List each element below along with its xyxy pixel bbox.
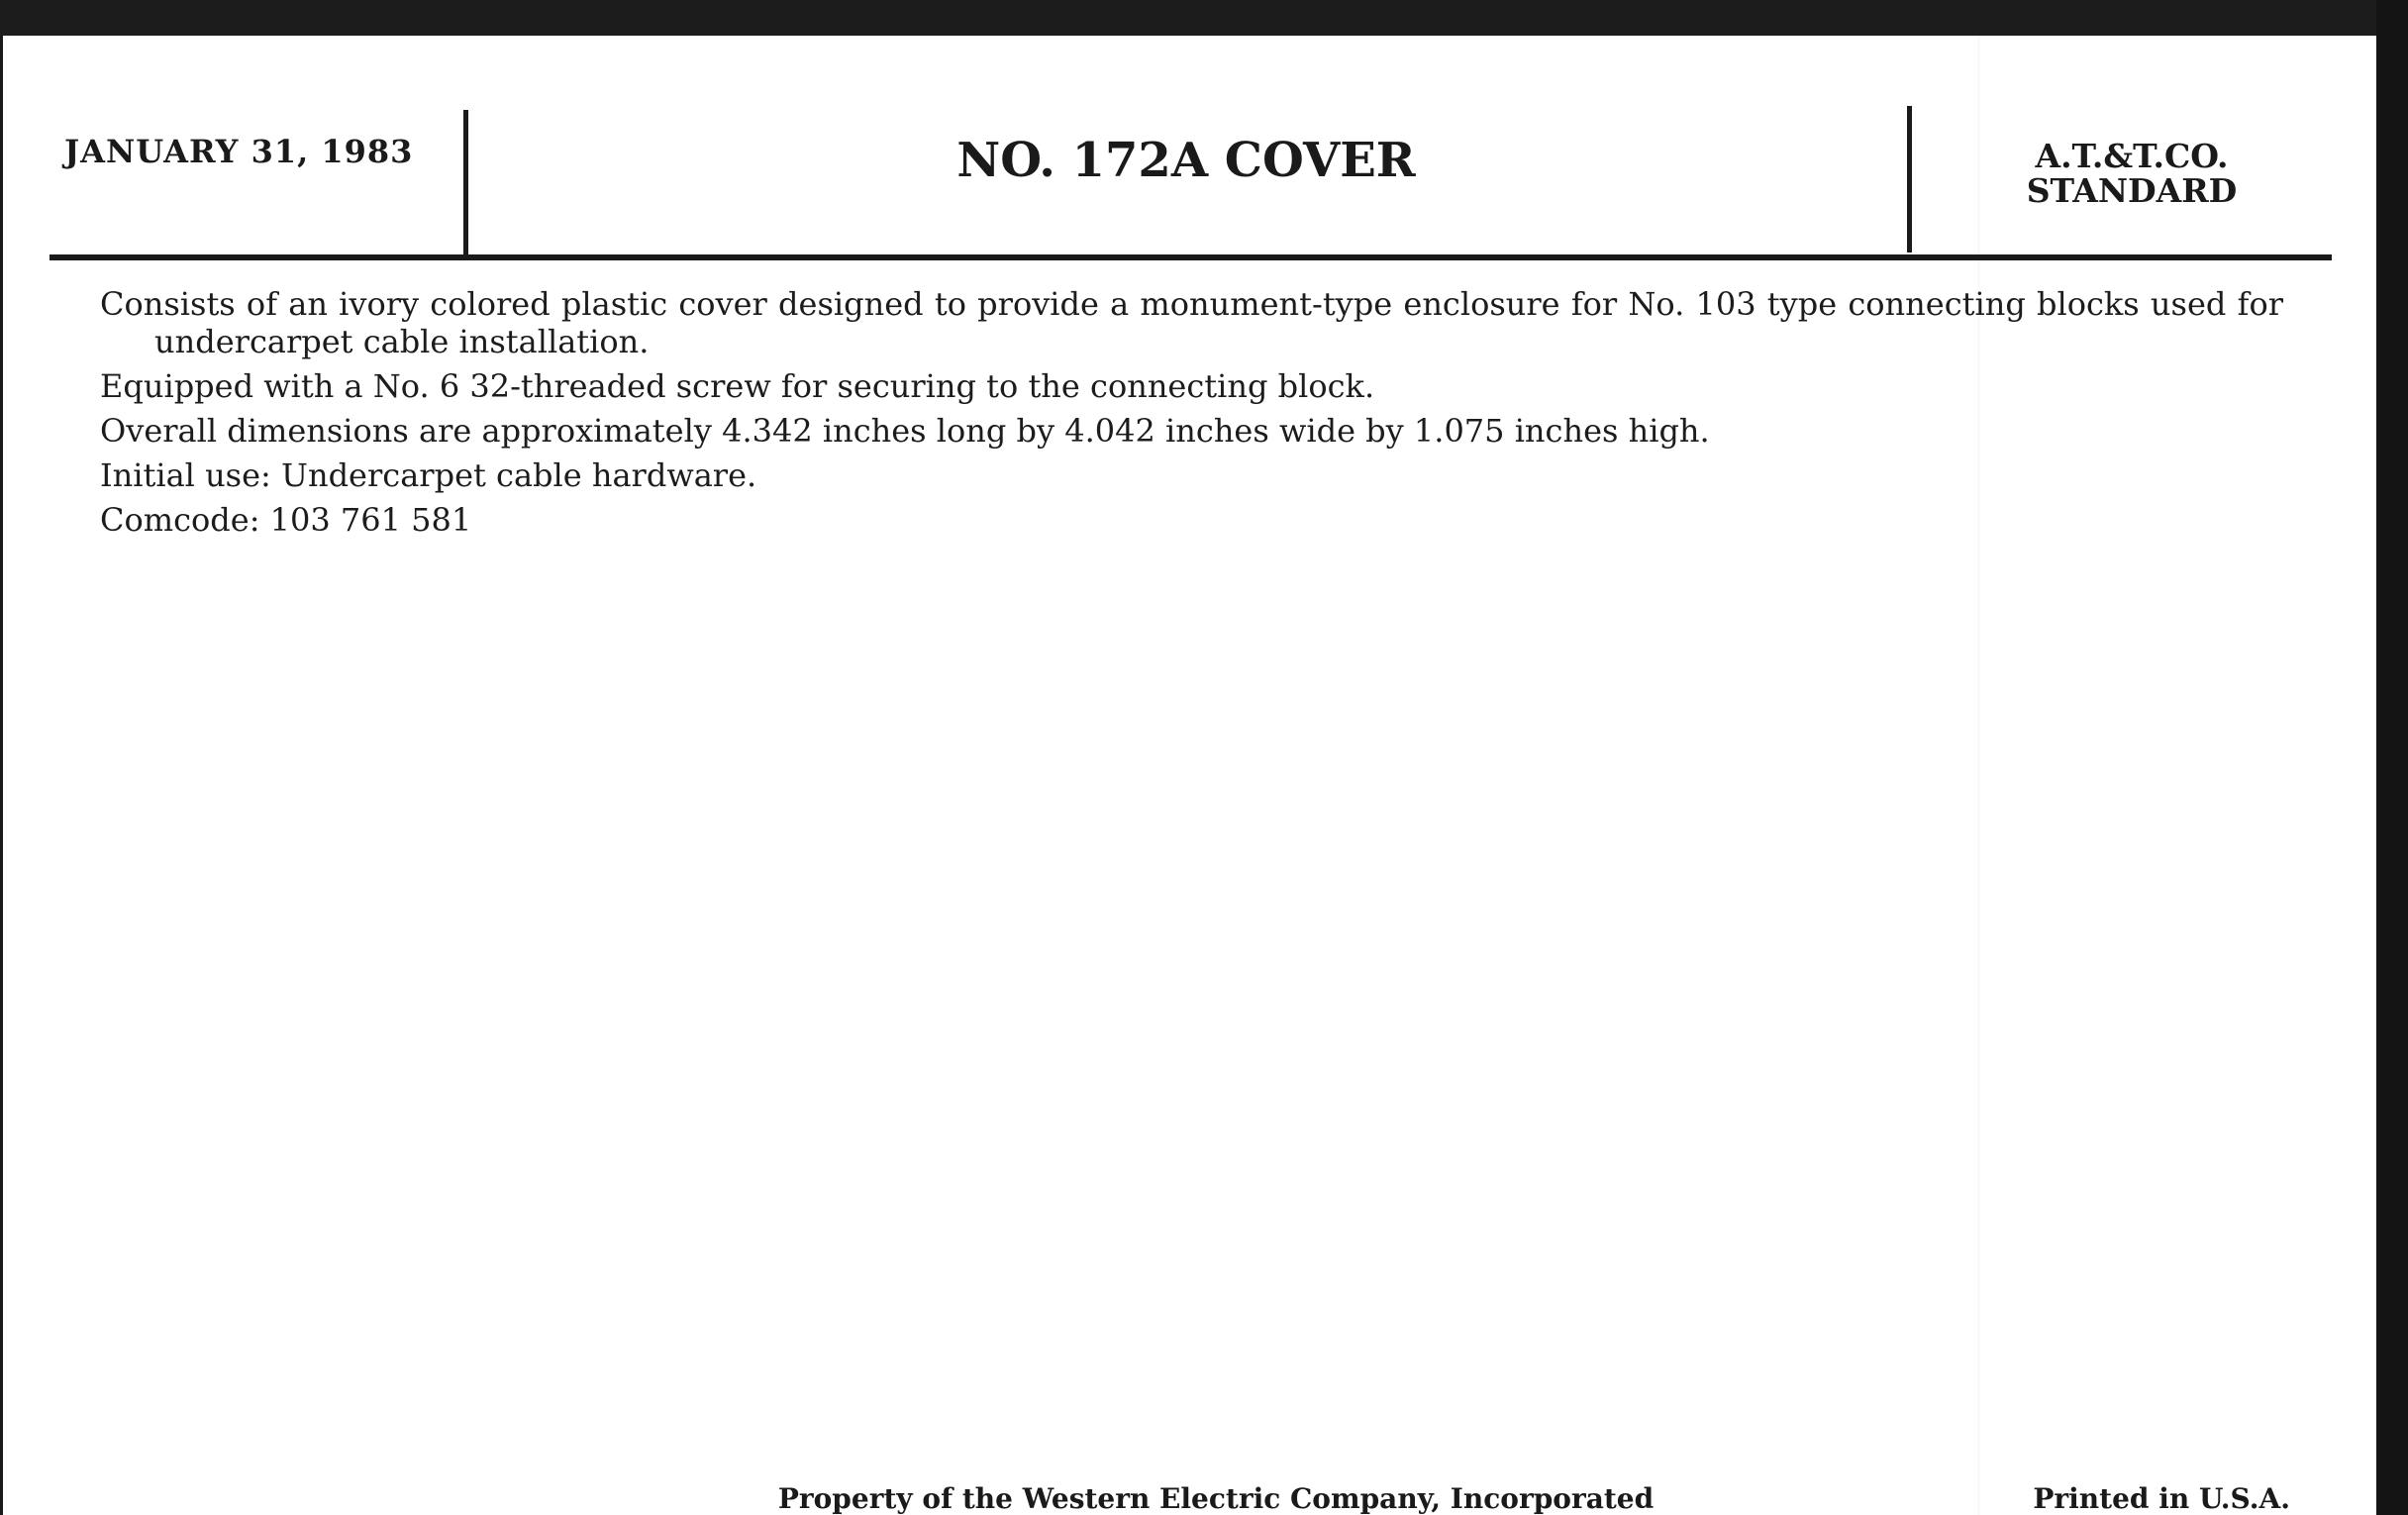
spec-card [3, 36, 2376, 1515]
footer-printed-notice: Printed in U.S.A. [2033, 1482, 2290, 1515]
standard-label-standard: STANDARD [2026, 171, 2238, 210]
scan-right-border [2376, 0, 2408, 1515]
issue-date: JANUARY 31, 1983 [64, 133, 414, 170]
dimensions-paragraph: Overall dimensions are approximately 4.342 inches long by 4.042 inches wide by 1.075 inches high. [100, 412, 1710, 450]
description-paragraph: Consists of an ivory colored plastic cover designed to provide a monument-type enclosure for No. 103 type connecting blocks used for undercarpet cable installation. [100, 285, 2283, 360]
screw-paragraph: Equipped with a No. 6 32-threaded screw for securing to the connecting block. [100, 367, 1375, 405]
header-divider-left [463, 110, 468, 257]
comcode-paragraph: Comcode: 103 761 581 [100, 501, 472, 539]
scan-top-border [0, 0, 2408, 36]
document-title: NO. 172A COVER [956, 133, 1416, 188]
description-body [100, 285, 2283, 546]
footer-property-notice: Property of the Western Electric Company, Incorporated [777, 1482, 1655, 1515]
standard-label [1973, 139, 2290, 208]
header-divider-right [1907, 106, 1912, 252]
header-rule [50, 254, 2332, 260]
initial-use-paragraph: Initial use: Undercarpet cable hardware. [100, 456, 757, 494]
standard-label-company: A.T.&T.CO. [2035, 137, 2229, 175]
